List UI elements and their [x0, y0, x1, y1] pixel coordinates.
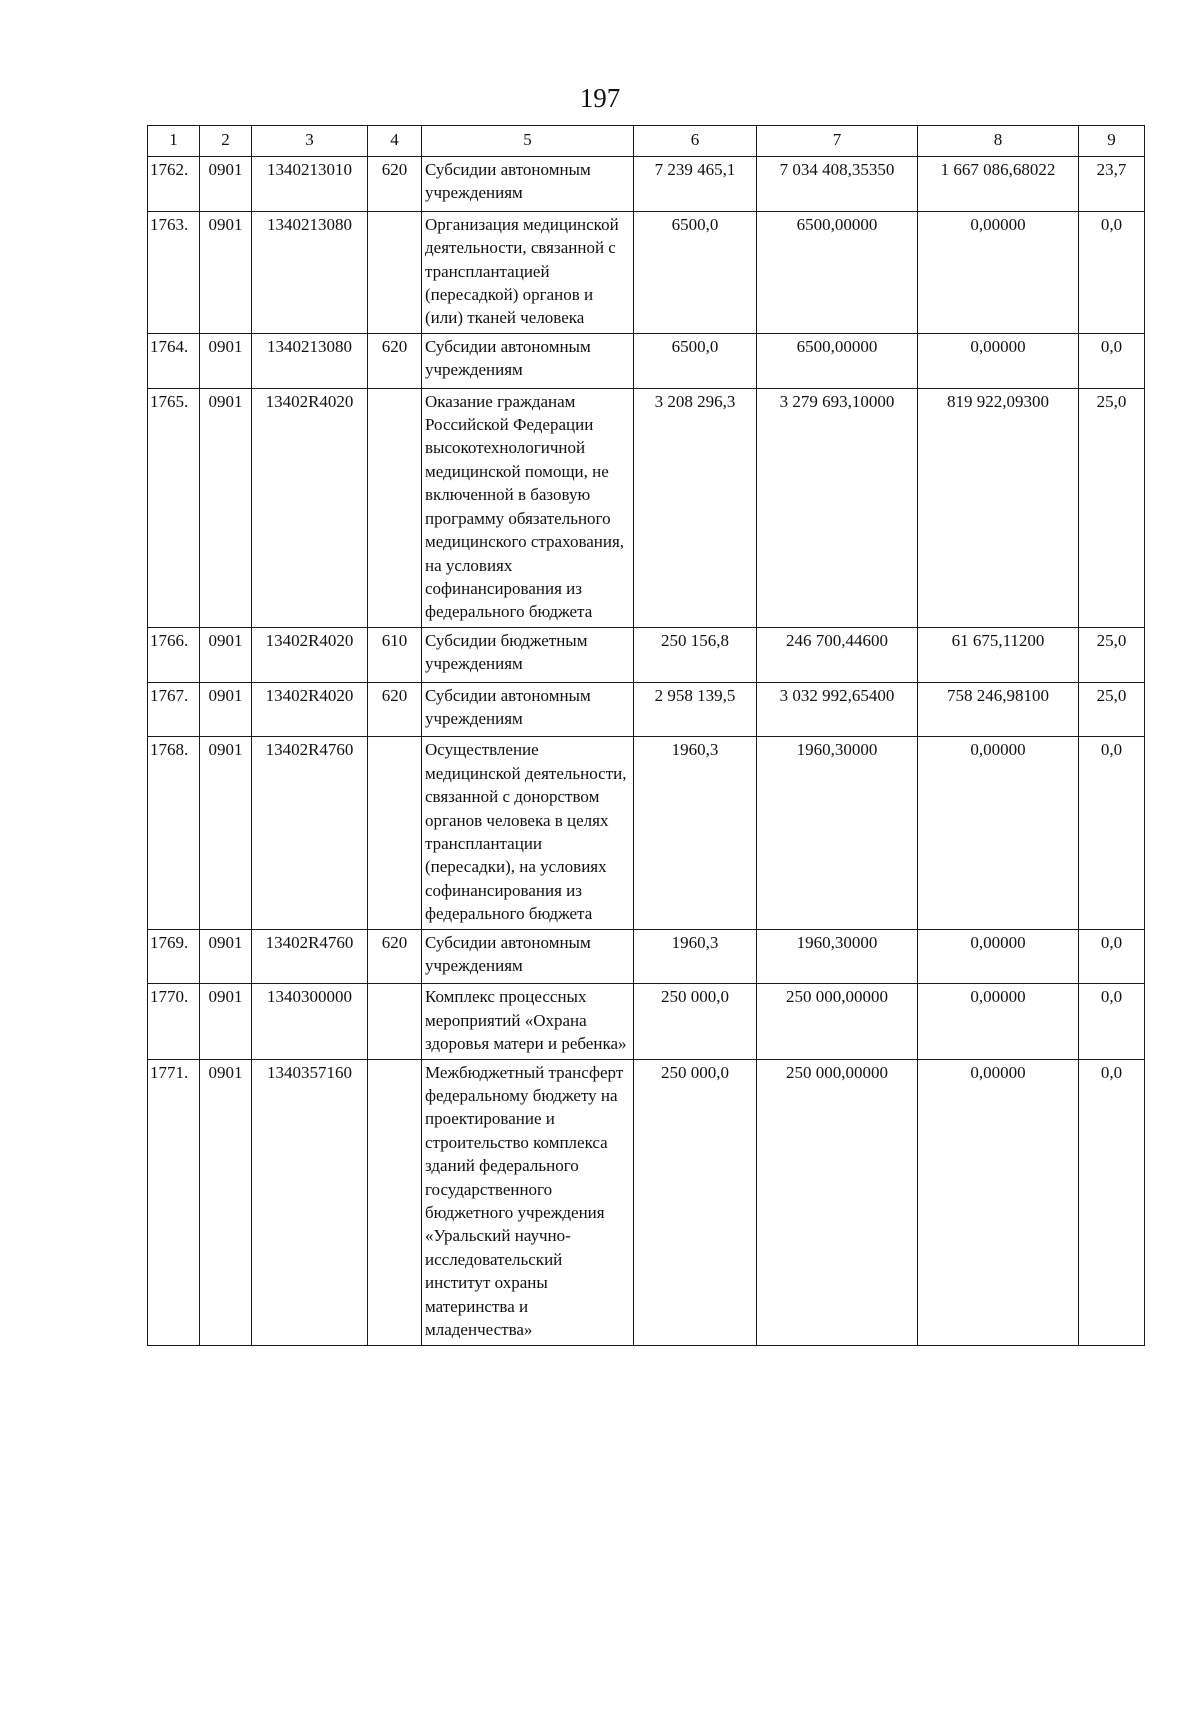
row-number: 1765. — [148, 388, 200, 627]
table-row — [148, 388, 1145, 627]
section-code: 0901 — [200, 333, 252, 388]
amount-col6: 1960,3 — [634, 929, 757, 984]
row-number: 1769. — [148, 929, 200, 984]
row-number: 1770. — [148, 984, 200, 1059]
amount-col8: 0,00000 — [918, 211, 1079, 333]
target-article-code: 13402R4020 — [252, 388, 368, 627]
percent-col9: 0,0 — [1079, 984, 1145, 1059]
expense-type-code — [368, 211, 422, 333]
budget-table — [147, 125, 1145, 1346]
target-article-code: 13402R4020 — [252, 627, 368, 682]
target-article-code: 1340213010 — [252, 157, 368, 212]
column-header: 1 — [148, 126, 200, 157]
column-header: 8 — [918, 126, 1079, 157]
section-code: 0901 — [200, 157, 252, 212]
section-code: 0901 — [200, 929, 252, 984]
section-code: 0901 — [200, 737, 252, 929]
section-code: 0901 — [200, 211, 252, 333]
amount-col8: 0,00000 — [918, 1059, 1079, 1345]
column-header: 6 — [634, 126, 757, 157]
amount-col8: 61 675,11200 — [918, 627, 1079, 682]
section-code: 0901 — [200, 627, 252, 682]
column-header: 7 — [757, 126, 918, 157]
item-name: Субсидии бюджетным учреждениям — [422, 627, 634, 682]
amount-col8: 1 667 086,68022 — [918, 157, 1079, 212]
row-number: 1762. — [148, 157, 200, 212]
expense-type-code — [368, 1059, 422, 1345]
percent-col9: 0,0 — [1079, 211, 1145, 333]
expense-type-code: 620 — [368, 929, 422, 984]
table-row — [148, 984, 1145, 1059]
row-number: 1768. — [148, 737, 200, 929]
expense-type-code: 620 — [368, 333, 422, 388]
row-number: 1764. — [148, 333, 200, 388]
amount-col7: 246 700,44600 — [757, 627, 918, 682]
percent-col9: 25,0 — [1079, 627, 1145, 682]
expense-type-code: 620 — [368, 682, 422, 737]
item-name: Межбюджетный трансферт федеральному бюджету на проектирование и строительство комплекса зданий федерального государственного бюджетного учреждения «Уральский научно-исследовательский институт охраны материнства и младенчества» — [422, 1059, 634, 1345]
amount-col6: 250 156,8 — [634, 627, 757, 682]
amount-col8: 0,00000 — [918, 737, 1079, 929]
expense-type-code — [368, 388, 422, 627]
amount-col7: 6500,00000 — [757, 211, 918, 333]
column-header: 9 — [1079, 126, 1145, 157]
item-name: Оказание гражданам Российской Федерации высокотехнологичной медицинской помощи, не включенной в базовую программу обязательного медицинского страхования, на условиях софинансирования из федерального бюджета — [422, 388, 634, 627]
target-article-code: 1340213080 — [252, 333, 368, 388]
section-code: 0901 — [200, 682, 252, 737]
column-header: 5 — [422, 126, 634, 157]
amount-col6: 7 239 465,1 — [634, 157, 757, 212]
table-row — [148, 333, 1145, 388]
expense-type-code: 620 — [368, 157, 422, 212]
page-number: 197 — [579, 83, 621, 113]
amount-col6: 2 958 139,5 — [634, 682, 757, 737]
expense-type-code: 610 — [368, 627, 422, 682]
row-number: 1767. — [148, 682, 200, 737]
column-header: 4 — [368, 126, 422, 157]
item-name: Субсидии автономным учреждениям — [422, 929, 634, 984]
amount-col7: 250 000,00000 — [757, 984, 918, 1059]
table-row — [148, 737, 1145, 929]
amount-col7: 1960,30000 — [757, 929, 918, 984]
target-article-code: 13402R4020 — [252, 682, 368, 737]
amount-col6: 250 000,0 — [634, 1059, 757, 1345]
item-name: Субсидии автономным учреждениям — [422, 333, 634, 388]
amount-col8: 0,00000 — [918, 929, 1079, 984]
table-row — [148, 627, 1145, 682]
row-number: 1766. — [148, 627, 200, 682]
section-code: 0901 — [200, 1059, 252, 1345]
table-row — [148, 929, 1145, 984]
row-number: 1763. — [148, 211, 200, 333]
percent-col9: 0,0 — [1079, 737, 1145, 929]
row-number: 1771. — [148, 1059, 200, 1345]
amount-col7: 6500,00000 — [757, 333, 918, 388]
column-header: 2 — [200, 126, 252, 157]
table-row — [148, 682, 1145, 737]
amount-col6: 6500,0 — [634, 333, 757, 388]
section-code: 0901 — [200, 984, 252, 1059]
table-row — [148, 157, 1145, 212]
item-name: Субсидии автономным учреждениям — [422, 682, 634, 737]
percent-col9: 23,7 — [1079, 157, 1145, 212]
percent-col9: 0,0 — [1079, 333, 1145, 388]
target-article-code: 1340300000 — [252, 984, 368, 1059]
percent-col9: 25,0 — [1079, 388, 1145, 627]
expense-type-code — [368, 984, 422, 1059]
target-article-code: 1340357160 — [252, 1059, 368, 1345]
amount-col7: 3 032 992,65400 — [757, 682, 918, 737]
item-name: Комплекс процессных мероприятий «Охрана здоровья матери и ребенка» — [422, 984, 634, 1059]
item-name: Субсидии автономным учреждениям — [422, 157, 634, 212]
amount-col6: 1960,3 — [634, 737, 757, 929]
target-article-code: 13402R4760 — [252, 929, 368, 984]
amount-col8: 819 922,09300 — [918, 388, 1079, 627]
amount-col7: 1960,30000 — [757, 737, 918, 929]
amount-col8: 758 246,98100 — [918, 682, 1079, 737]
percent-col9: 0,0 — [1079, 1059, 1145, 1345]
section-code: 0901 — [200, 388, 252, 627]
item-name: Осуществление медицинской деятельности, связанной с донорством органов человека в целях трансплантации (пересадки), на условиях софинансирования из федерального бюджета — [422, 737, 634, 929]
item-name: Организация медицинской деятельности, связанной с трансплантацией (пересадкой) органов и (или) тканей человека — [422, 211, 634, 333]
amount-col7: 3 279 693,10000 — [757, 388, 918, 627]
amount-col8: 0,00000 — [918, 333, 1079, 388]
percent-col9: 0,0 — [1079, 929, 1145, 984]
target-article-code: 1340213080 — [252, 211, 368, 333]
amount-col6: 3 208 296,3 — [634, 388, 757, 627]
table-row — [148, 211, 1145, 333]
header-row — [148, 126, 1145, 157]
table-row — [148, 1059, 1145, 1345]
expense-type-code — [368, 737, 422, 929]
amount-col6: 6500,0 — [634, 211, 757, 333]
amount-col7: 7 034 408,35350 — [757, 157, 918, 212]
percent-col9: 25,0 — [1079, 682, 1145, 737]
column-header: 3 — [252, 126, 368, 157]
amount-col7: 250 000,00000 — [757, 1059, 918, 1345]
amount-col6: 250 000,0 — [634, 984, 757, 1059]
target-article-code: 13402R4760 — [252, 737, 368, 929]
amount-col8: 0,00000 — [918, 984, 1079, 1059]
